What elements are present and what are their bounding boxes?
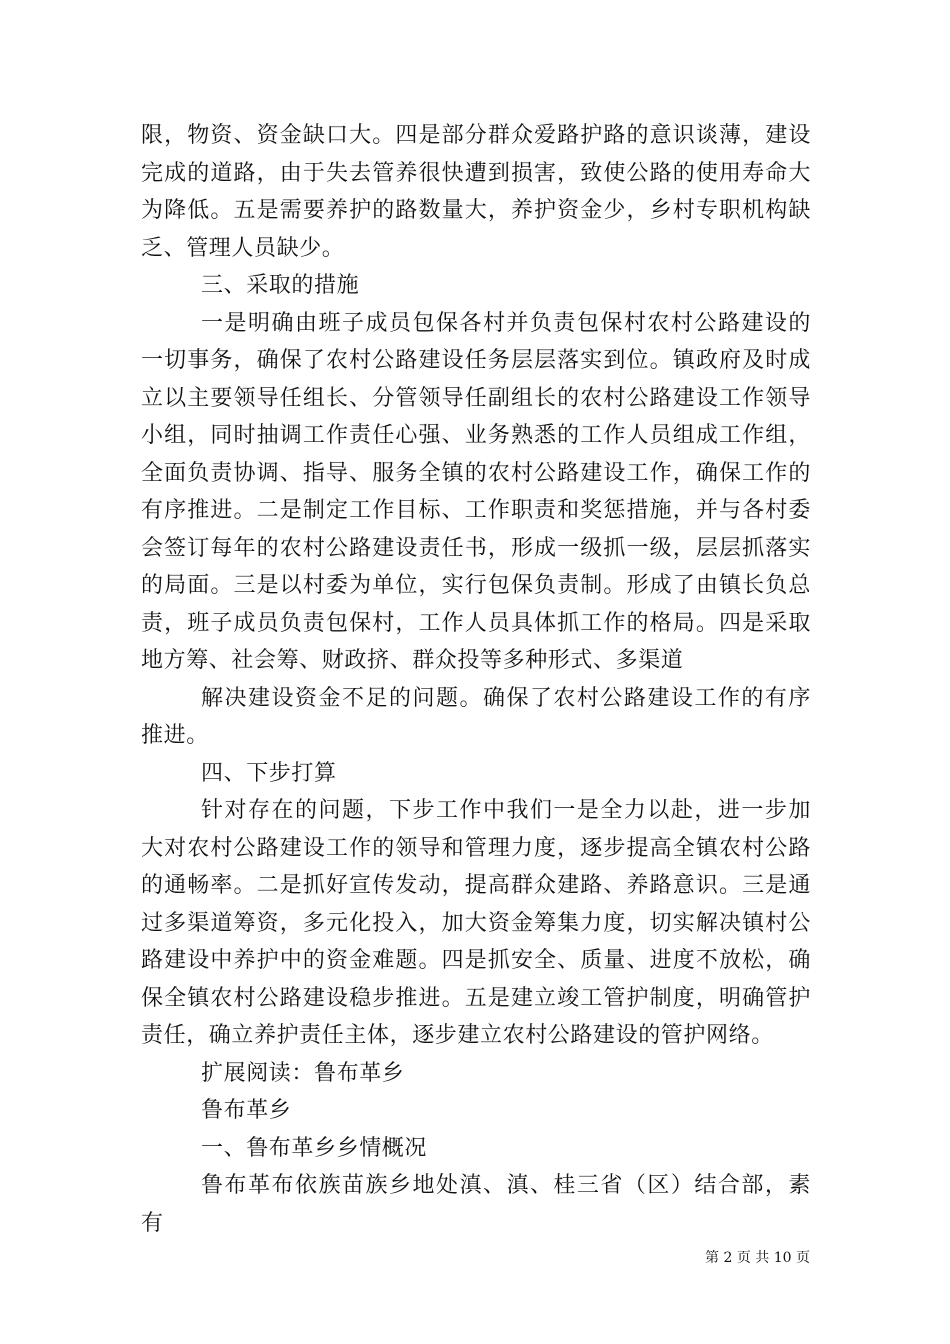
document-body bbox=[141, 117, 811, 1242]
extended-reading-label: 扩展阅读：鲁布革乡 bbox=[201, 1060, 405, 1086]
paragraph-measures: 一是明确由班子成员包保各村并负责包保村农村公路建设的一切事务，确保了农村公路建设任务层层落实到位。镇政府及时成立以主要领导任组长、分管领导任副组长的农村公路建设工作领导小组，同时抽调工作责任心强、业务熟悉的工作人员组成工作组，全面负责协调、指导、服务全镇的农村公路建设工作，确保工作的有序推进。二是制定工作目标、工作职责和奖惩措施，并与各村委会签订每年的农村公路建设责任书，形成一级抓一级，层层抓落实的局面。三是以村委为单位，实行包保负责制。形成了由镇长负总责，班子成员负责包保村，工作人员具体抓工作的格局。四是采取地方筹、社会筹、财政挤、群众投等多种形式、多渠道 bbox=[141, 310, 811, 673]
section-heading-next-steps: 四、下步打算 bbox=[201, 760, 337, 786]
section-heading-measures: 三、采取的措施 bbox=[201, 273, 360, 298]
paragraph-overview: 鲁布革布依族苗族乡地处滇、滇、桂三省（区）结合部，素有 bbox=[141, 1173, 811, 1236]
section-heading-overview: 一、鲁布革乡乡情概况 bbox=[201, 1135, 428, 1161]
page-number: 第 2 页 共 10 页 bbox=[705, 1250, 810, 1266]
paragraph-funding: 解决建设资金不足的问题。确保了农村公路建设工作的有序推进。 bbox=[141, 685, 811, 748]
article-title: 鲁布革乡 bbox=[201, 1098, 292, 1123]
paragraph-next-steps: 针对存在的问题，下步工作中我们一是全力以赴，进一步加大对农村公路建设工作的领导和管理力度，逐步提高全镇农村公路的通畅率。二是抓好宣传发动，提高群众建路、养路意识。三是通过多渠道筹资，多元化投入，加大资金筹集力度，切实解决镇村公路建设中养护中的资金难题。四是抓安全、质量、进度不放松，确保全镇农村公路建设稳步推进。五是建立竣工管护制度，明确管护责任，确立养护责任主体，逐步建立农村公路建设的管护网络。 bbox=[141, 798, 811, 1048]
paragraph-continuation: 限，物资、资金缺口大。四是部分群众爱路护路的意识谈薄，建设完成的道路，由于失去管养很快遭到损害，致使公路的使用寿命大为降低。五是需要养护的路数量大，养护资金少，乡村专职机构缺乏、管理人员缺少。 bbox=[141, 123, 811, 261]
